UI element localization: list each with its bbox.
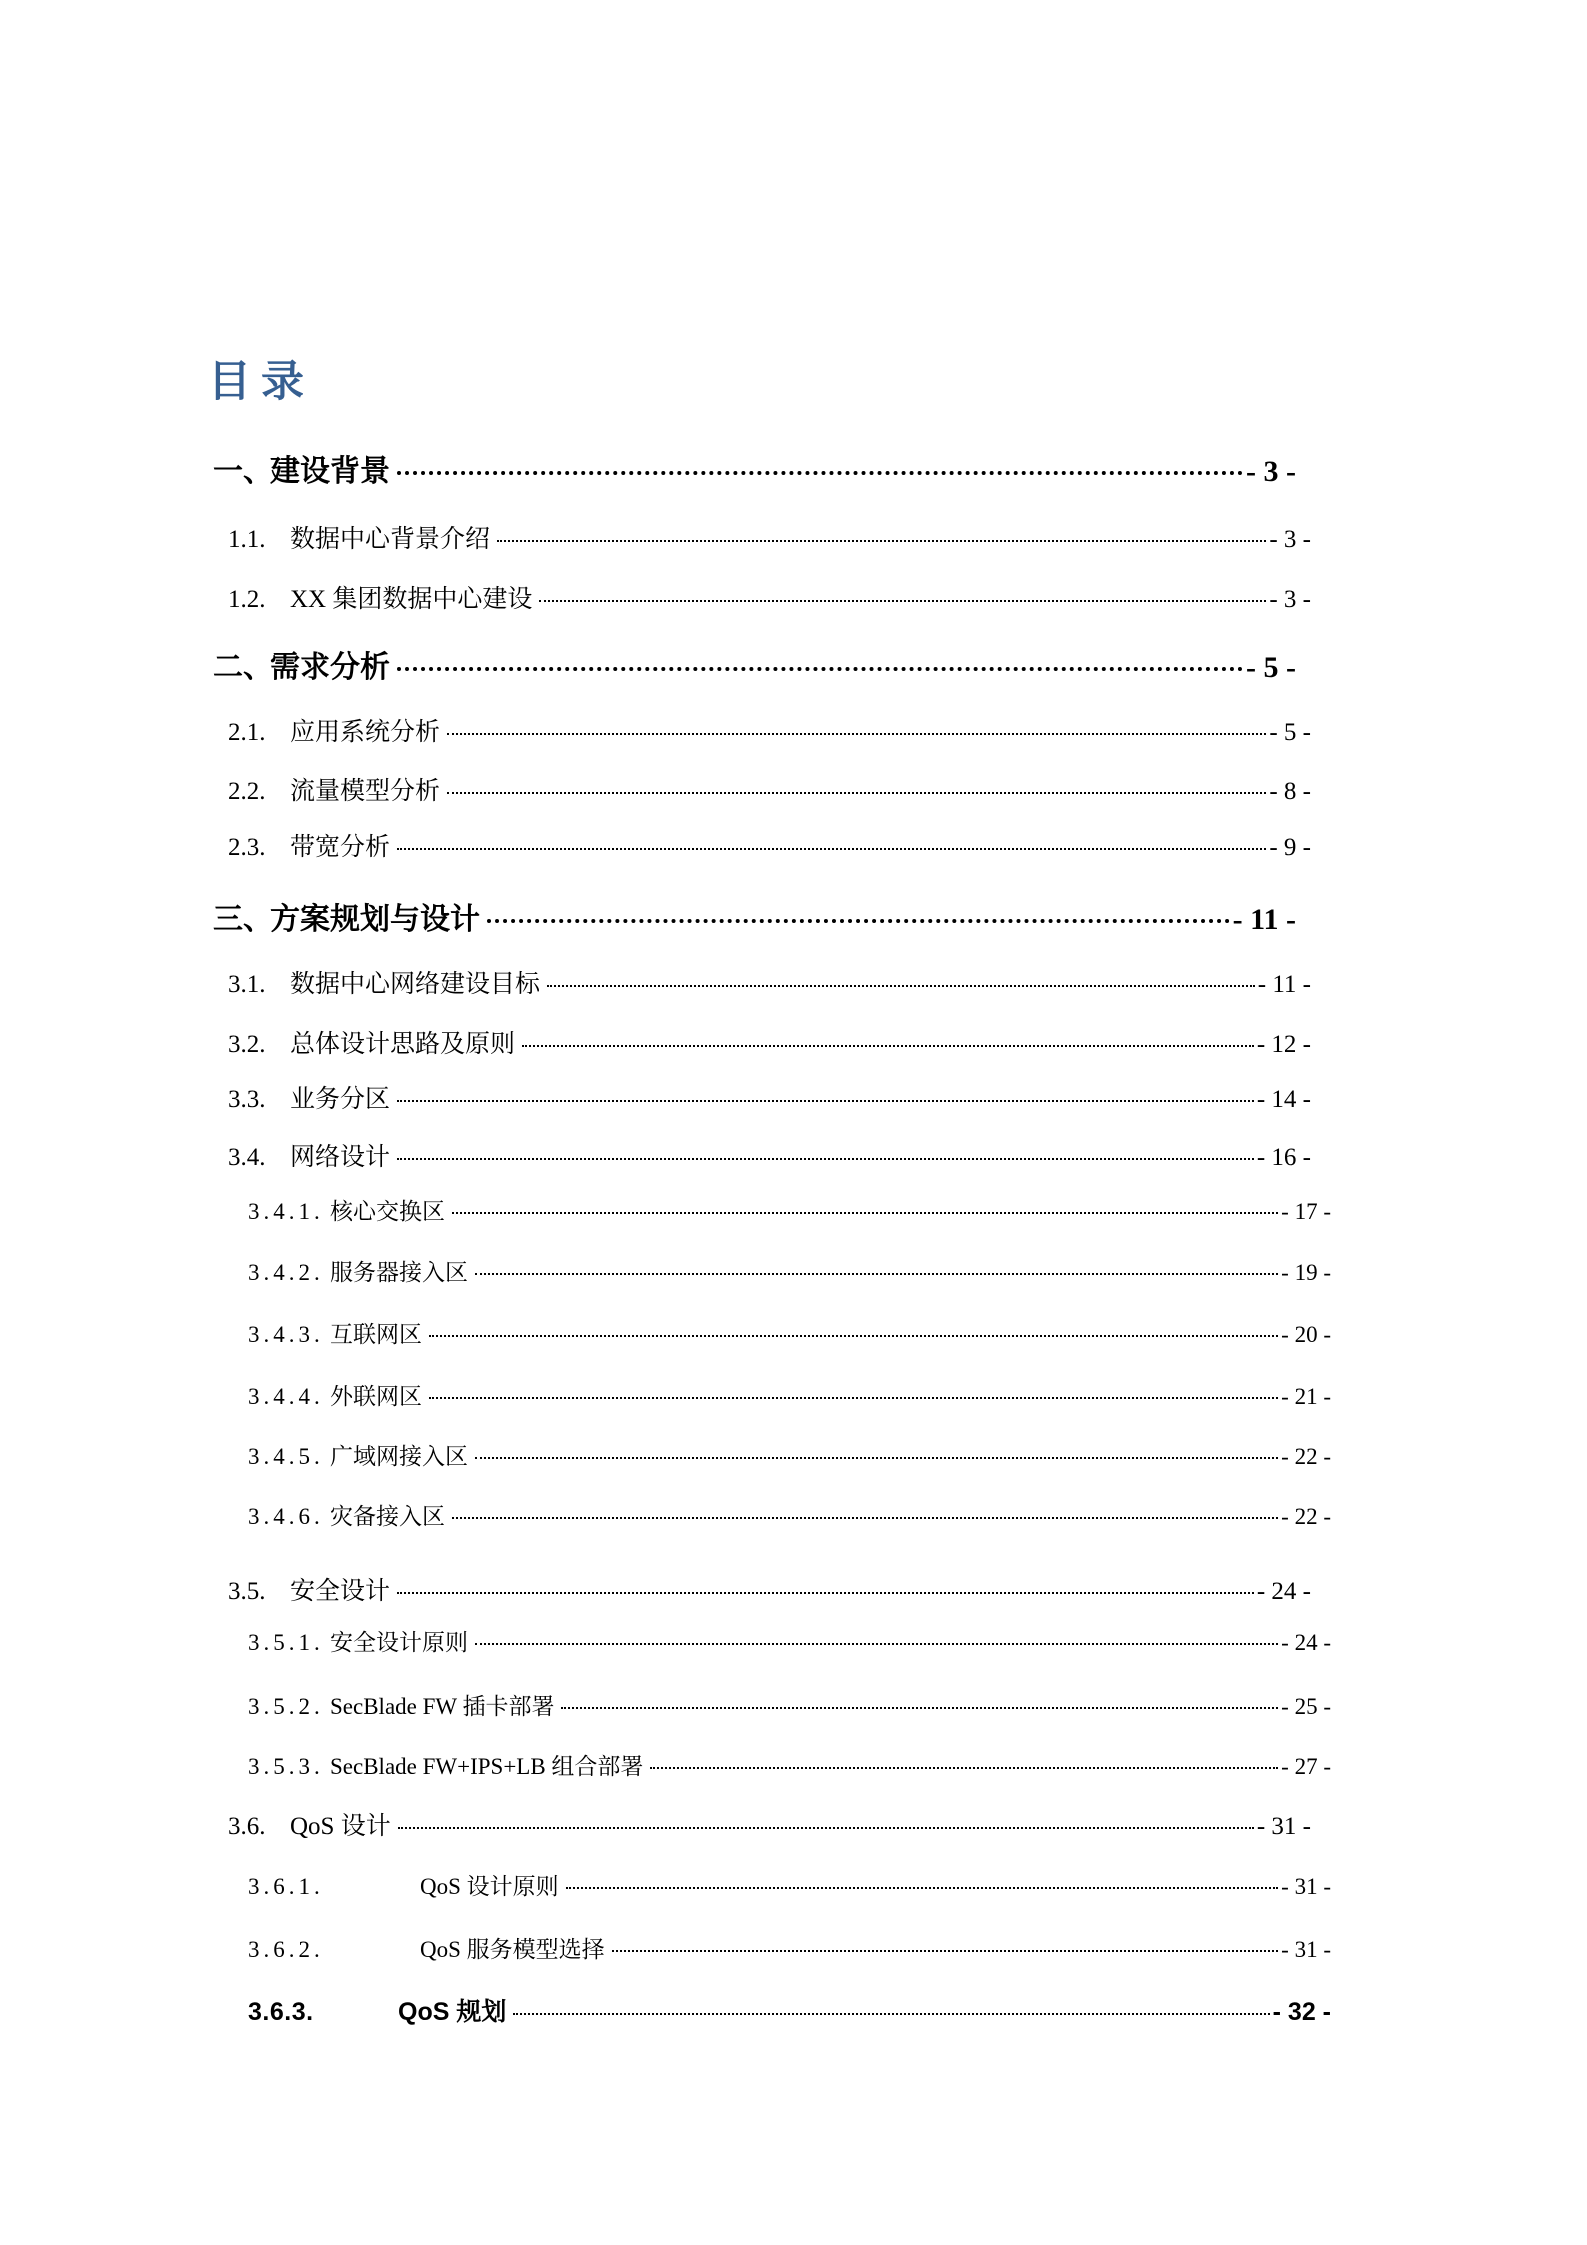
toc-entry-title: 数据中心背景介绍	[290, 526, 491, 553]
toc-entry-number: 3.2.	[228, 1031, 266, 1058]
toc-entry[interactable]	[207, 1136, 1311, 1180]
toc-entry-number: 3.6.2.	[248, 1937, 324, 1962]
toc-entry-page: - 22 -	[1281, 1444, 1331, 1469]
dot-leader	[429, 1397, 1278, 1399]
toc-title: 目录	[208, 359, 314, 406]
toc-entry-page: - 3 -	[1269, 586, 1311, 613]
toc-entry-number: 3.4.3.	[248, 1322, 324, 1347]
toc-entry-number: 1.1.	[228, 526, 266, 553]
toc-entry-number: 3.6.	[228, 1813, 266, 1840]
toc-entry[interactable]	[207, 1805, 1311, 1849]
toc-entry-title: QoS 规划	[398, 1998, 507, 2026]
toc-entry-title: 业务分区	[290, 1086, 391, 1113]
toc-entry[interactable]	[207, 711, 1311, 755]
toc-entry-number: 3.5.1.	[248, 1630, 324, 1655]
toc-entry[interactable]	[207, 1435, 1331, 1479]
toc-entry-page: - 12 -	[1256, 1031, 1311, 1058]
toc-entry-number: 3.1.	[228, 971, 266, 998]
dot-leader	[539, 600, 1266, 602]
toc-entry[interactable]	[207, 578, 1311, 622]
toc-entry-title: 应用系统分析	[290, 719, 441, 746]
toc-entry-number: 3.5.2.	[248, 1694, 324, 1719]
toc-entry-title: 数据中心网络建设目标	[290, 971, 541, 998]
toc-entry-page: - 32 -	[1272, 1998, 1331, 2026]
toc-entry-number: 一、	[213, 455, 273, 488]
toc-entry[interactable]	[207, 450, 1296, 494]
toc-entry-title: 安全设计原则	[330, 1630, 468, 1655]
dot-leader	[497, 540, 1266, 542]
toc-entry-number: 3.4.2.	[248, 1260, 324, 1285]
toc-entry-page: - 16 -	[1256, 1144, 1311, 1171]
toc-entry-title: 总体设计思路及原则	[290, 1031, 516, 1058]
dot-leader	[398, 1827, 1254, 1829]
toc-entry-number: 3.5.	[228, 1578, 266, 1605]
toc-entry-number: 3.5.3.	[248, 1754, 324, 1779]
toc-entry-page: - 31 -	[1256, 1813, 1311, 1840]
toc-entry-number: 3.4.6.	[248, 1504, 324, 1529]
toc-entry[interactable]	[207, 826, 1311, 870]
toc-entry-title: 建设背景	[270, 455, 390, 488]
toc-entry[interactable]	[207, 1865, 1331, 1909]
toc-entry-page: - 25 -	[1281, 1694, 1331, 1719]
toc-entry-title: 网络设计	[290, 1144, 391, 1171]
toc-entry-title: 流量模型分析	[290, 778, 441, 805]
toc-entry-page: - 20 -	[1281, 1322, 1331, 1347]
toc-entry[interactable]	[207, 1990, 1331, 2034]
dot-leader	[566, 1887, 1279, 1889]
dot-leader	[522, 1045, 1254, 1047]
toc-entry[interactable]	[207, 963, 1311, 1007]
toc-entry[interactable]	[207, 1928, 1331, 1972]
dot-leader	[561, 1707, 1278, 1709]
toc-entry-title: 灾备接入区	[330, 1504, 445, 1529]
toc-entry[interactable]	[207, 1745, 1331, 1789]
toc-entry-page: - 8 -	[1269, 778, 1311, 805]
toc-entry-page: - 17 -	[1281, 1199, 1331, 1224]
toc-entry-number: 二、	[213, 651, 273, 684]
toc-entry-title: 服务器接入区	[330, 1260, 468, 1285]
toc-entry-page: - 19 -	[1281, 1260, 1331, 1285]
toc-entry-number: 三、	[213, 903, 273, 936]
toc-entry-page: - 31 -	[1281, 1874, 1331, 1899]
dot-leader	[397, 1158, 1254, 1160]
toc-entry[interactable]	[207, 1685, 1331, 1729]
dot-leader	[513, 2013, 1269, 2015]
dot-leader	[397, 1592, 1254, 1594]
toc-entry-page: - 11 -	[1257, 971, 1311, 998]
dot-leader	[447, 733, 1266, 735]
dot-leader	[547, 985, 1255, 987]
toc-entry-title: 安全设计	[290, 1578, 391, 1605]
toc-entry-page: - 3 -	[1246, 455, 1296, 488]
toc-entry-title: SecBlade FW+IPS+LB 组合部署	[330, 1754, 644, 1779]
toc-entry[interactable]	[207, 1190, 1331, 1234]
toc-entry-page: - 14 -	[1256, 1086, 1311, 1113]
toc-entry-page: - 21 -	[1281, 1384, 1331, 1409]
toc-entry-title: 核心交换区	[330, 1199, 445, 1224]
toc-entry-number: 2.1.	[228, 719, 266, 746]
toc-entry[interactable]	[207, 1621, 1331, 1665]
toc-entry-page: - 5 -	[1246, 651, 1296, 684]
dot-leader	[397, 1100, 1254, 1102]
toc-entry-title: QoS 设计原则	[420, 1874, 559, 1899]
toc-entry-number: 1.2.	[228, 586, 266, 613]
toc-entry-title: SecBlade FW 插卡部署	[330, 1694, 555, 1719]
toc-entry-number: 3.4.4.	[248, 1384, 324, 1409]
dot-leader	[475, 1457, 1278, 1459]
dot-leader	[397, 667, 1243, 671]
toc-entry-number: 3.4.1.	[248, 1199, 324, 1224]
toc-entry-page: - 5 -	[1269, 719, 1311, 746]
toc-entry-number: 3.3.	[228, 1086, 266, 1113]
dot-leader	[612, 1950, 1279, 1952]
dot-leader	[397, 848, 1266, 850]
toc-entry-page: - 9 -	[1269, 834, 1311, 861]
toc-entry-page: - 22 -	[1281, 1504, 1331, 1529]
toc-entry-number: 2.3.	[228, 834, 266, 861]
toc-entry-number: 3.4.5.	[248, 1444, 324, 1469]
toc-entry-page: - 24 -	[1281, 1630, 1331, 1655]
toc-entry-page: - 27 -	[1281, 1754, 1331, 1779]
toc-entry-page: - 24 -	[1256, 1578, 1311, 1605]
toc-entry-title: QoS 服务模型选择	[420, 1937, 605, 1962]
toc-entry[interactable]	[207, 1570, 1311, 1614]
toc-entry[interactable]	[207, 1495, 1331, 1539]
toc-entry[interactable]	[207, 1023, 1311, 1067]
toc-entry[interactable]	[207, 518, 1311, 562]
toc-entry-page: - 11 -	[1232, 903, 1296, 936]
toc-entry-title: 外联网区	[330, 1384, 422, 1409]
toc-entry[interactable]	[207, 770, 1311, 814]
toc-entry[interactable]	[207, 646, 1296, 690]
dot-leader	[452, 1212, 1278, 1214]
dot-leader	[475, 1643, 1278, 1645]
toc-entry-number: 2.2.	[228, 778, 266, 805]
toc-entry[interactable]	[207, 898, 1296, 942]
toc-entry-page: - 31 -	[1281, 1937, 1331, 1962]
toc-entry-title: 广域网接入区	[330, 1444, 468, 1469]
toc-entry-title: 带宽分析	[290, 834, 391, 861]
toc-entry-title: 互联网区	[330, 1322, 422, 1347]
toc-entry[interactable]	[207, 1078, 1311, 1122]
dot-leader	[650, 1767, 1278, 1769]
dot-leader	[447, 792, 1266, 794]
toc-entry-number: 3.6.1.	[248, 1874, 324, 1899]
toc-entry-title: QoS 设计	[290, 1813, 391, 1840]
dot-leader	[397, 471, 1243, 475]
toc-entry[interactable]	[207, 1313, 1331, 1357]
dot-leader	[452, 1517, 1278, 1519]
dot-leader	[429, 1335, 1278, 1337]
dot-leader	[487, 919, 1230, 923]
toc-entry-title: 需求分析	[270, 651, 390, 684]
toc-entry-number: 3.4.	[228, 1144, 266, 1171]
toc-entry-number: 3.6.3.	[248, 1998, 314, 2026]
toc-entry[interactable]	[207, 1251, 1331, 1295]
toc-entry-title: 方案规划与设计	[270, 903, 480, 936]
toc-entry-page: - 3 -	[1269, 526, 1311, 553]
toc-entry-title: XX 集团数据中心建设	[290, 586, 533, 613]
toc-entry[interactable]	[207, 1375, 1331, 1419]
dot-leader	[475, 1273, 1278, 1275]
